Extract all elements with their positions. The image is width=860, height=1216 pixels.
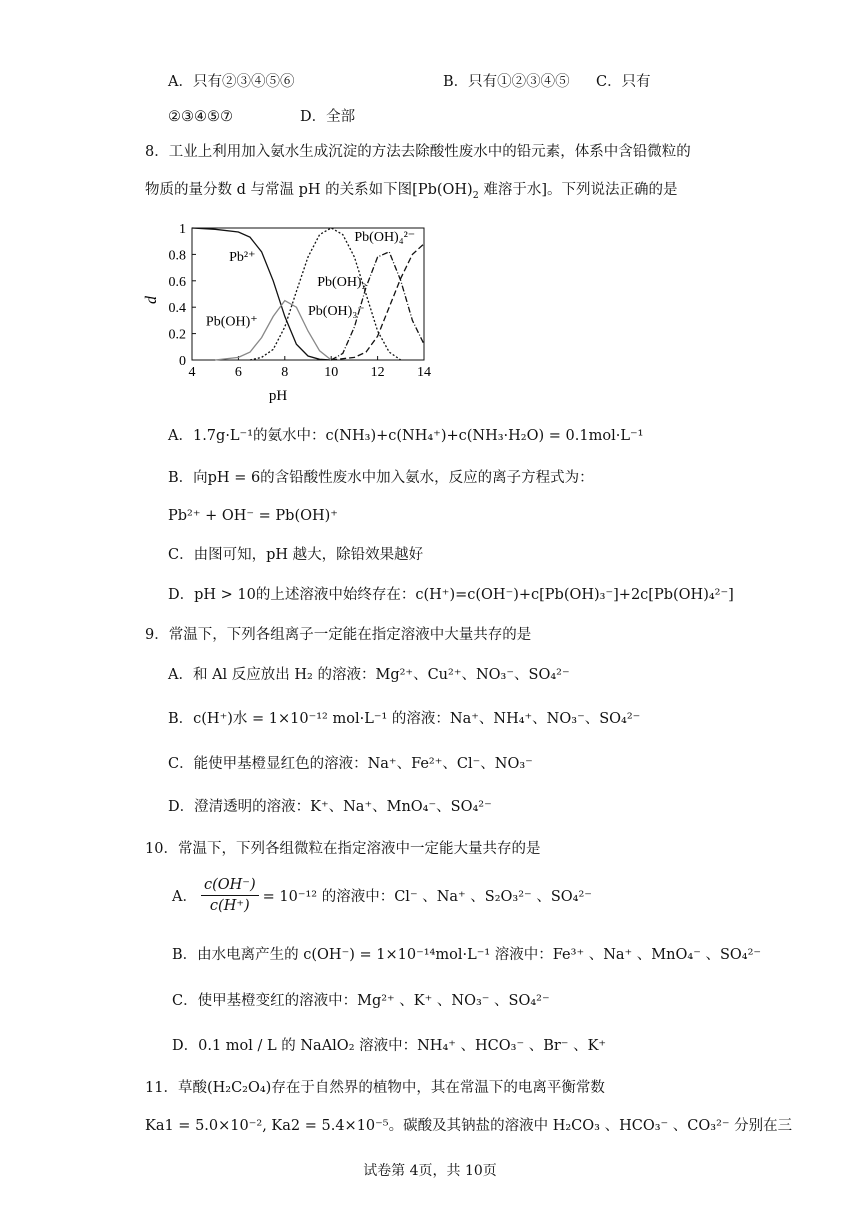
q7-option-c: C．只有 [596,74,651,90]
q10-option-a: A． $\frac{c(OH^-)}{c(H^+)}$ = 10⁻¹² 的溶液中：Cl⁻ 、Na⁺ 、S₂O₃²⁻ 、SO₄²⁻ [172,877,592,914]
y-axis-label: d [143,296,160,304]
series-line-4 [331,244,424,360]
q10-option-b: B．由水电离产生的 c(OH⁻) = 1×10⁻¹⁴mol·L⁻¹ 溶液中：Fe³⁺ 、Na⁺ 、MnO₄⁻ 、SO₄²⁻ [172,947,762,963]
series-label-3: Pb(OH)₃⁻ [308,304,365,320]
q8-option-c: C．由图可知，pH 越大，除铅效果越好 [168,547,424,563]
y-tick-label: 0 [179,354,186,369]
y-tick-label: 0.6 [168,274,186,290]
series-label-4: Pb(OH)₄²⁻ [354,230,416,246]
q10-option-a-fraction: $\frac{c(OH^-)}{c(H^+)}$ [201,875,259,916]
q7-option-b: B．只有①②③④⑤ [443,74,570,90]
x-tick-label: 12 [370,365,385,380]
q7-option-a: A．只有②③④⑤⑥ [168,74,295,90]
q8-option-b: B．向pH = 6的含铅酸性废水中加入氨水，反应的离子方程式为： [168,470,594,486]
x-tick-label: 4 [188,365,196,380]
series-label-1: Pb(OH)⁺ [205,314,258,330]
series-label-0: Pb²⁺ [229,250,256,265]
q8-option-d: D．pH > 10的上述溶液中始终存在：c(H⁺)=c(OH⁻)+c[Pb(OH)₃⁻]+2c[Pb(OH)₄²⁻] [168,587,734,603]
q8-option-b-equation: Pb²⁺ + OH⁻ = Pb(OH)⁺ [168,508,338,524]
y-tick-label: 0.2 [168,327,186,343]
y-tick-label: 0.4 [168,301,186,317]
x-tick-label: 14 [417,365,431,380]
y-tick-label: 0.8 [168,248,186,264]
q10-option-d: D．0.1 mol / L 的 NaAlO₂ 溶液中：NH₄⁺ 、HCO₃⁻ 、Br⁻ 、K⁺ [172,1038,607,1054]
series-line-0 [192,228,331,360]
plot-frame [192,228,424,360]
x-axis-label: pH [268,388,288,404]
q7-option-d: D．全部 [300,109,356,125]
q8-stem-line1: 8．工业上利用加入氨水生成沉淀的方法去除酸性废水中的铅元素，体系中含铅微粒的 [145,144,691,160]
q11-stem-line1: 11．草酸(H₂C₂O₄)存在于自然界的植物中，其在常温下的电离平衡常数 [145,1080,605,1096]
series-line-2 [250,228,401,360]
page-footer: 试卷第 4页，共 10页 [363,1163,497,1179]
q9-option-a: A．和 Al 反应放出 H₂ 的溶液：Mg²⁺、Cu²⁺、NO₃⁻、SO₄²⁻ [168,667,570,683]
q9-option-b: B．c(H⁺)水 = 1×10⁻¹² mol·L⁻¹ 的溶液：Na⁺、NH₄⁺、NO₃⁻、SO₄²⁻ [168,711,641,727]
q9-option-d: D．澄清透明的溶液：K⁺、Na⁺、MnO₄⁻、SO₄²⁻ [168,799,492,815]
pb-species-chart [140,218,440,404]
q10-stem: 10．常温下，下列各组微粒在指定溶液中一定能大量共存的是 [145,841,541,857]
q7-option-c-cont: ②③④⑤⑦ [168,109,233,125]
q9-stem: 9．常温下，下列各组离子一定能在指定溶液中大量共存的是 [145,627,532,643]
q8-option-a: A．1.7g·L⁻¹的氨水中：c(NH₃)+c(NH₄⁺)+c(NH₃·H₂O) = 0.1mol·L⁻¹ [168,428,644,444]
series-label-2: Pb(OH)₂ [317,275,367,291]
q9-option-c: C．能使甲基橙显红色的溶液：Na⁺、Fe²⁺、Cl⁻、NO₃⁻ [168,756,533,772]
y-tick-label: 1 [179,222,186,237]
x-tick-label: 6 [234,365,242,380]
q11-stem-line2: Ka1 = 5.0×10⁻², Ka2 = 5.4×10⁻⁵。碳酸及其钠盐的溶液中 H₂CO₃ 、HCO₃⁻ 、CO₃²⁻ 分别在三 [145,1118,793,1134]
x-tick-label: 10 [324,365,339,380]
x-tick-label: 8 [281,365,289,380]
q10-option-c: C．使甲基橙变红的溶液中：Mg²⁺ 、K⁺ 、NO₃⁻ 、SO₄²⁻ [172,993,550,1009]
q8-stem-line2: 物质的量分数 d 与常温 pH 的关系如下图[$Pb(OH)_2$ 难溶于水]。下列说法正确的是 [145,182,678,201]
